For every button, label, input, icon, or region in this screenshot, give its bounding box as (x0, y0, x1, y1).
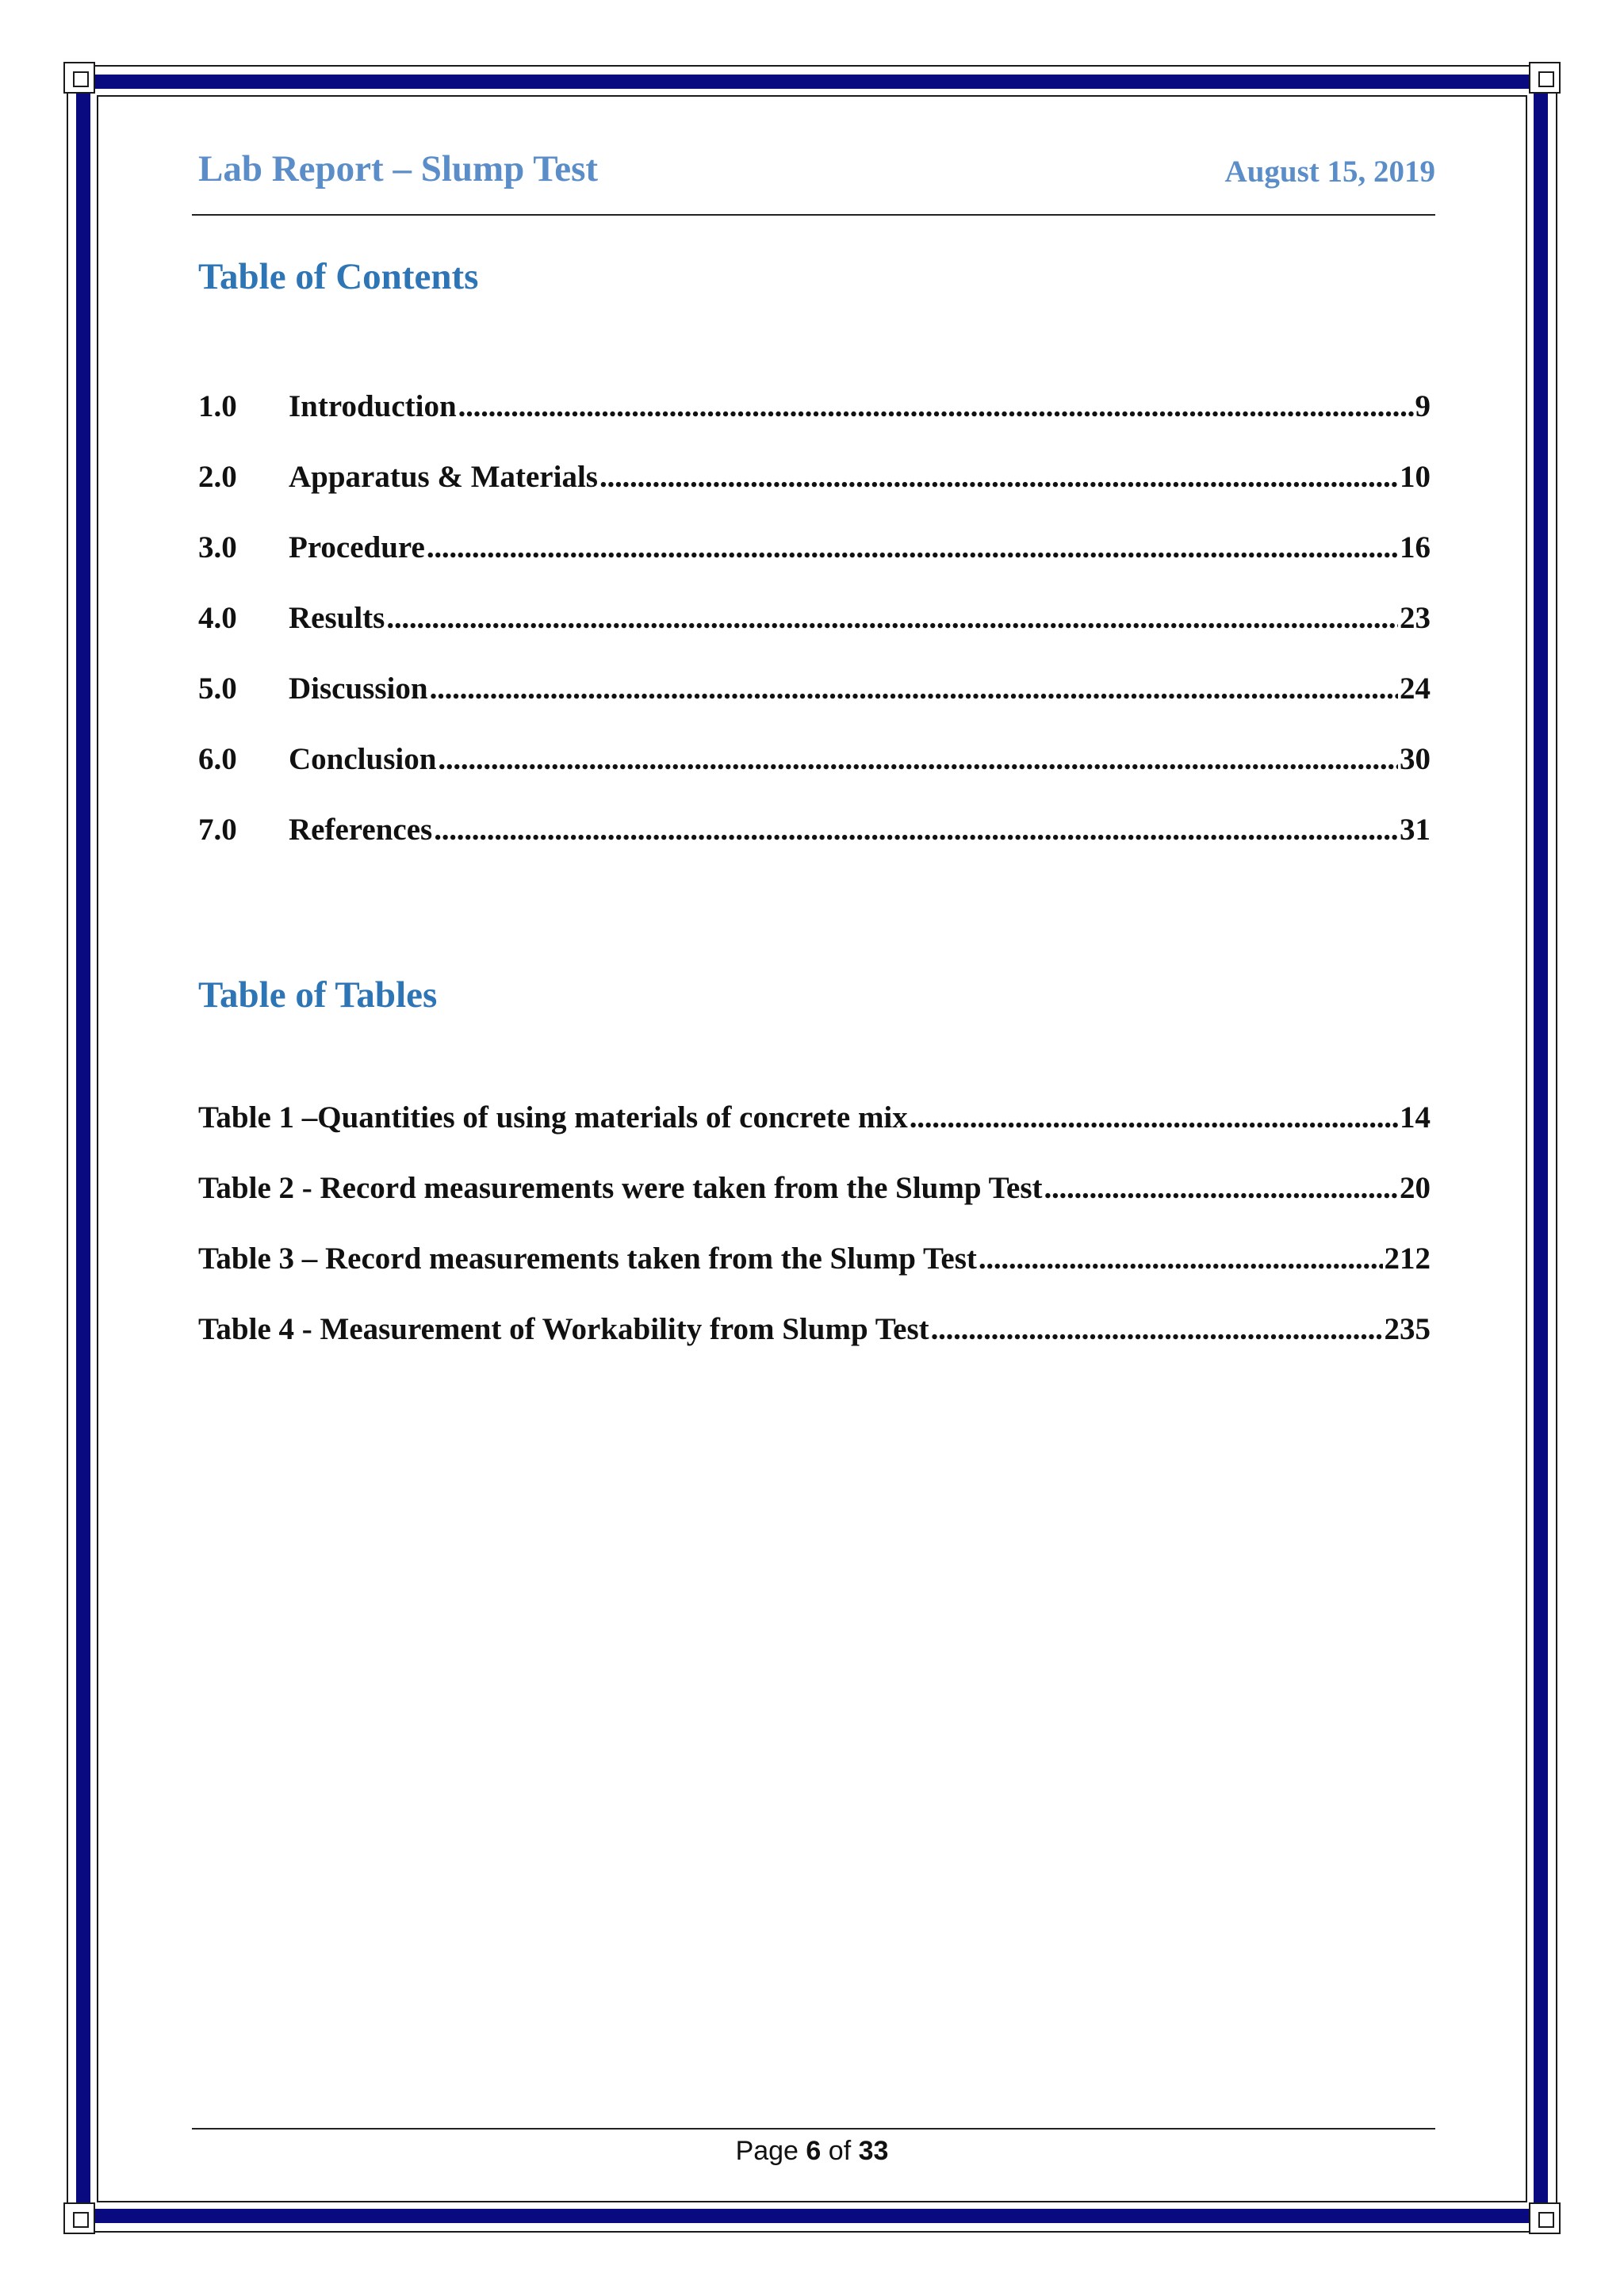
dot-leader (599, 459, 1398, 495)
border-corner-ornament (63, 2202, 95, 2234)
footer-divider (192, 2128, 1435, 2130)
toc-entry[interactable] (198, 600, 1431, 671)
document-header-title: Lab Report – Slump Test (198, 148, 599, 189)
dot-leader (438, 741, 1398, 777)
border-corner-ornament (1529, 62, 1561, 94)
toc-list (198, 388, 1431, 882)
toc-entry-title: Conclusion (289, 742, 437, 776)
page-footer (0, 2136, 1624, 2167)
toc-entry-page: 30 (1400, 742, 1431, 776)
toc-entry-title: Apparatus & Materials (289, 460, 598, 494)
toc-entry-number: 5.0 (198, 672, 237, 706)
table-entry-title: Table 4 - Measurement of Workability from Slump Test (198, 1312, 929, 1346)
border-corner-ornament (1529, 2202, 1561, 2234)
toc-entry-page: 23 (1400, 601, 1431, 635)
footer-of-word: of (828, 2136, 852, 2166)
footer-page-word: Page (735, 2136, 799, 2166)
table-entry[interactable] (198, 1170, 1431, 1241)
dot-leader (931, 1311, 1383, 1347)
table-entry-page: 14 (1400, 1100, 1431, 1135)
dot-leader (430, 671, 1398, 706)
toc-entry-title: Discussion (289, 672, 428, 706)
toc-entry-title: References (289, 813, 433, 847)
toc-entry-number: 1.0 (198, 389, 237, 423)
toc-entry-number: 3.0 (198, 530, 237, 564)
dot-leader (458, 388, 1414, 424)
table-of-tables-list (198, 1100, 1431, 1382)
toc-entry-number: 6.0 (198, 742, 237, 776)
border-corner-ornament (63, 62, 95, 94)
table-entry-title: Table 2 - Record measurements were taken from the Slump Test (198, 1171, 1043, 1205)
toc-entry-page: 31 (1400, 813, 1431, 847)
toc-entry-number: 4.0 (198, 601, 237, 635)
header-divider (192, 214, 1435, 216)
dot-leader (910, 1100, 1398, 1135)
dot-leader (386, 600, 1398, 636)
toc-entry-number: 2.0 (198, 460, 237, 494)
table-entry[interactable] (198, 1311, 1431, 1382)
toc-entry-number: 7.0 (198, 813, 237, 847)
toc-entry[interactable] (198, 812, 1431, 882)
dot-leader (434, 812, 1398, 848)
table-entry[interactable] (198, 1241, 1431, 1311)
toc-entry[interactable] (198, 741, 1431, 812)
table-entry[interactable] (198, 1100, 1431, 1170)
toc-entry-page: 9 (1415, 389, 1431, 423)
total-page-count: 33 (858, 2136, 889, 2166)
toc-entry[interactable] (198, 671, 1431, 741)
document-header-date: August 15, 2019 (1224, 155, 1435, 189)
toc-entry-page: 10 (1400, 460, 1431, 494)
toc-entry[interactable] (198, 388, 1431, 459)
toc-entry[interactable] (198, 459, 1431, 530)
current-page-number: 6 (806, 2136, 822, 2166)
toc-entry-page: 24 (1400, 672, 1431, 706)
toc-entry[interactable] (198, 530, 1431, 600)
toc-entry-page: 16 (1400, 530, 1431, 564)
table-entry-page: 212 (1384, 1242, 1431, 1276)
toc-heading: Table of Contents (198, 256, 479, 297)
toc-entry-title: Introduction (289, 389, 457, 423)
dot-leader (1044, 1170, 1398, 1206)
dot-leader (979, 1241, 1383, 1276)
toc-entry-title: Procedure (289, 530, 425, 564)
table-of-tables-heading: Table of Tables (198, 974, 438, 1016)
toc-entry-title: Results (289, 601, 385, 635)
dot-leader (427, 530, 1398, 565)
table-entry-title: Table 3 – Record measurements taken from the Slump Test (198, 1242, 977, 1276)
table-entry-title: Table 1 –Quantities of using materials of concrete mix (198, 1100, 908, 1135)
table-entry-page: 20 (1400, 1171, 1431, 1205)
table-entry-page: 235 (1384, 1312, 1431, 1346)
